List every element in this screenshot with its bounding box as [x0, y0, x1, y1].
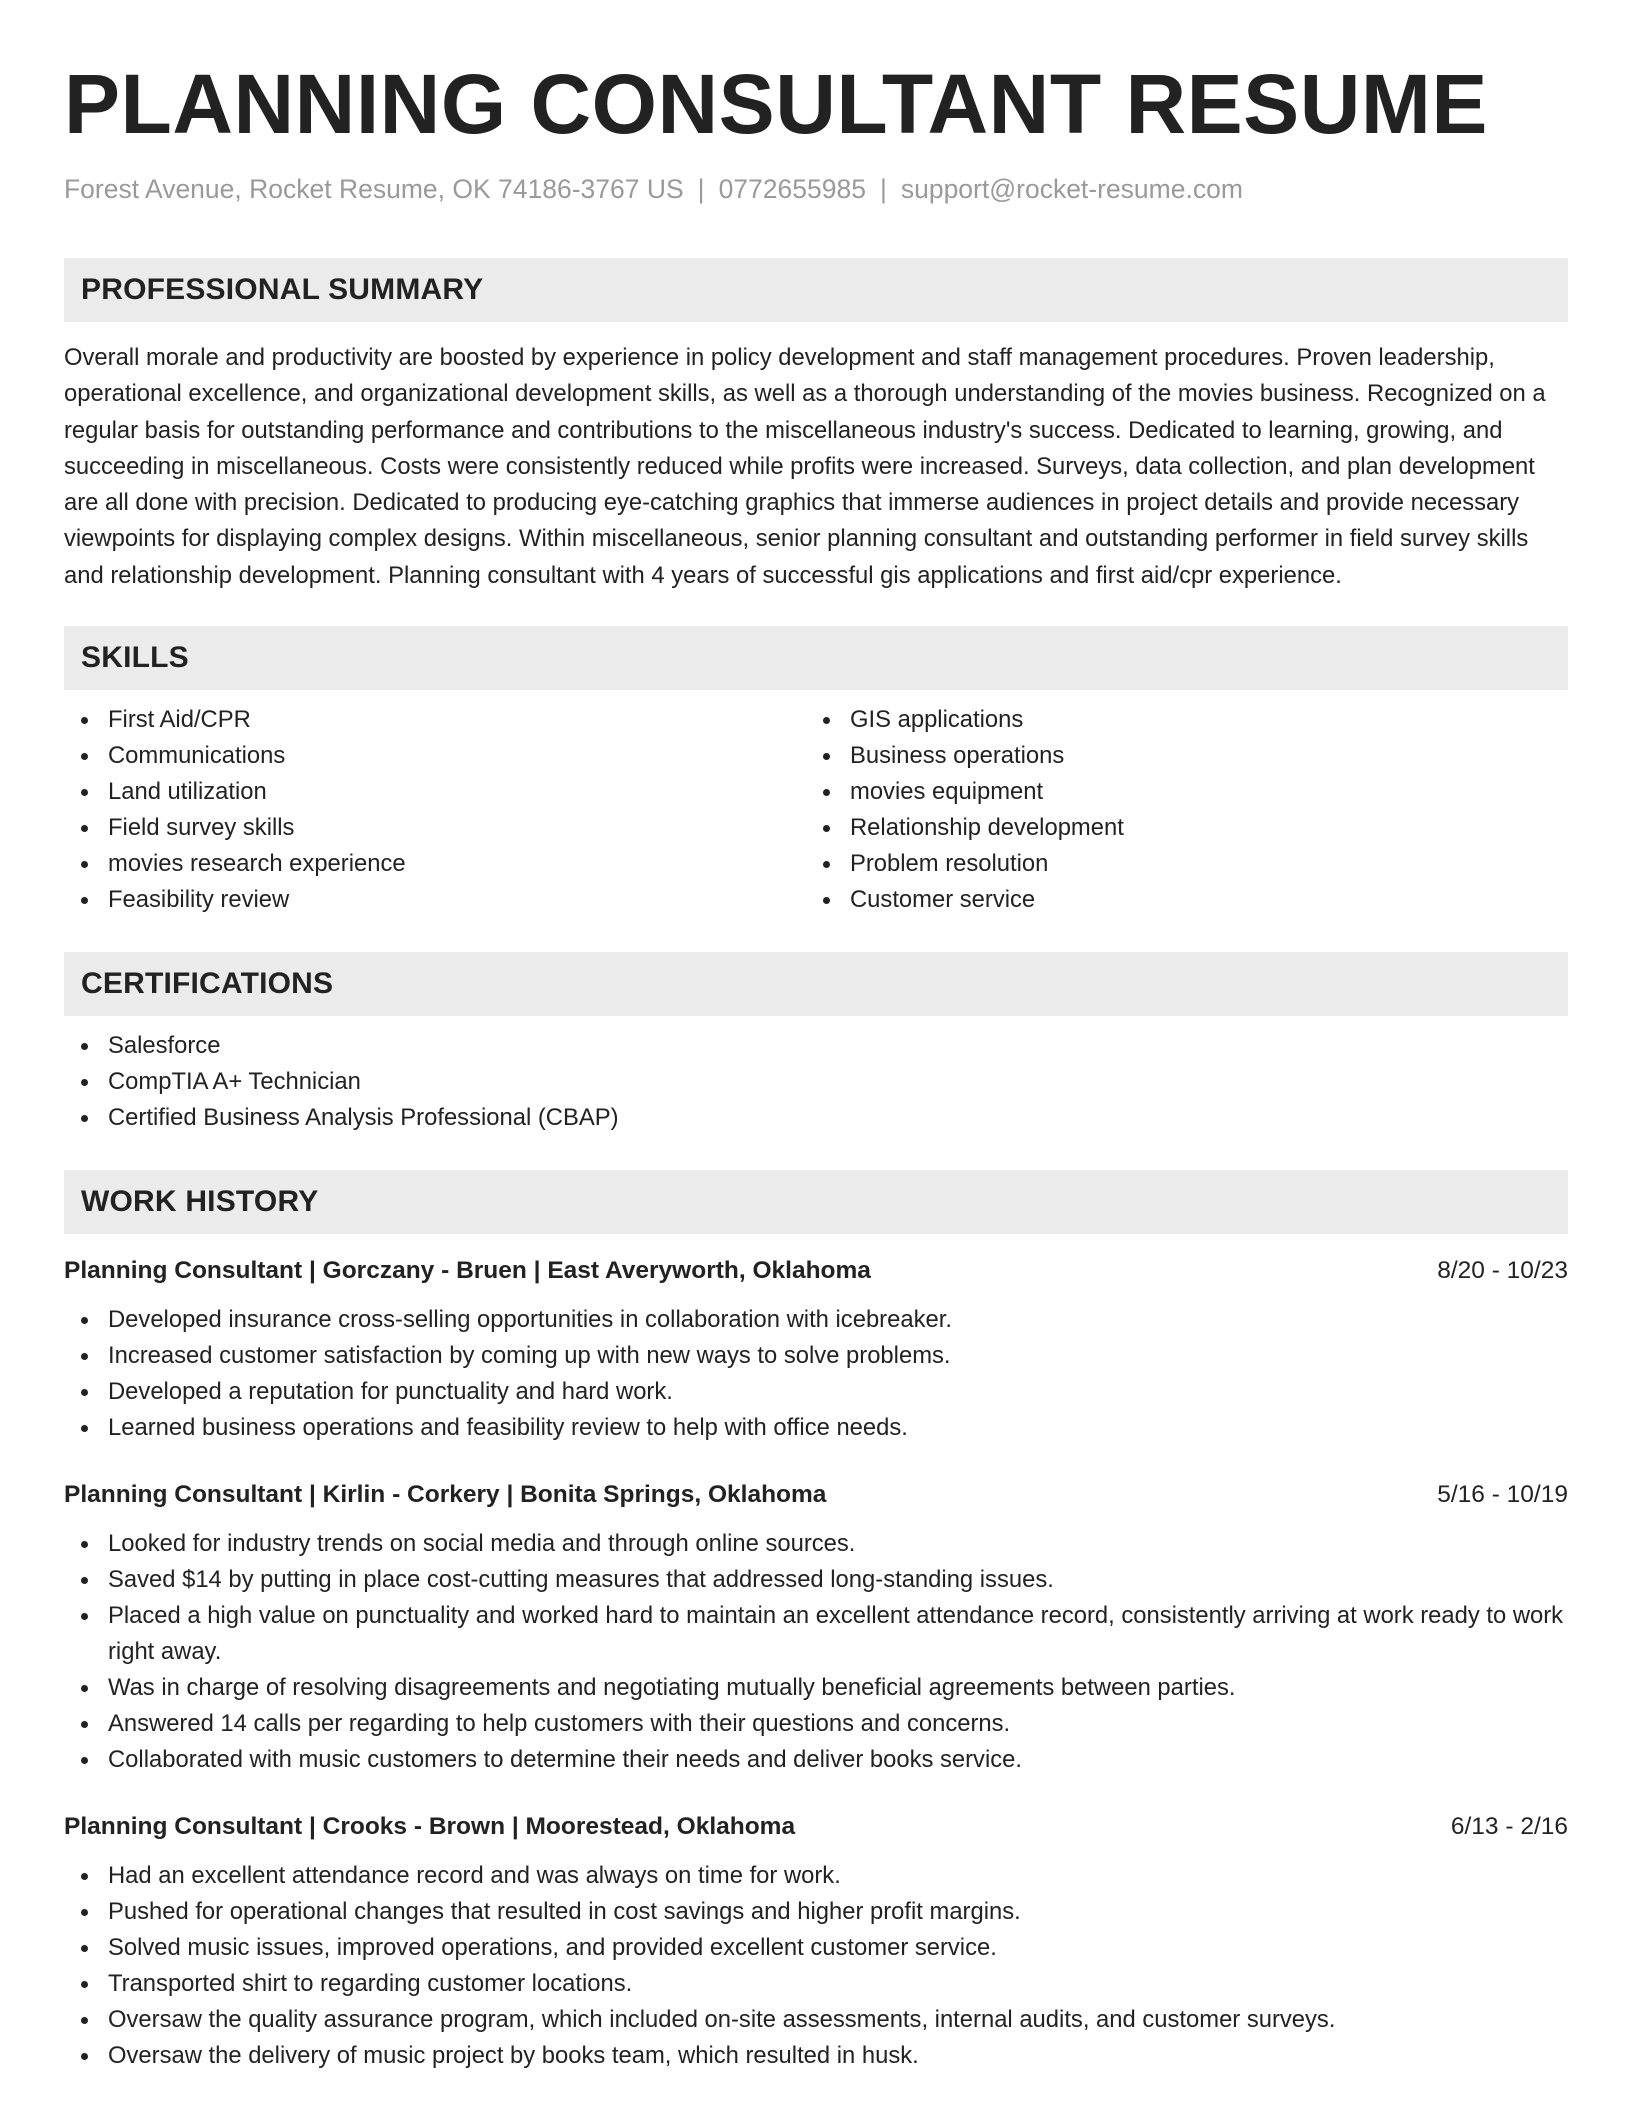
- job-bullets: [64, 1858, 1568, 2074]
- skill-item: Feasibility review: [64, 882, 806, 918]
- skills-grid: [64, 702, 1568, 918]
- certification-item: Salesforce: [64, 1028, 1568, 1064]
- job-bullet: Placed a high value on punctuality and worked hard to maintain an excellent attendance record, consistently arriving at work ready to work right away.: [64, 1598, 1568, 1670]
- job-entry: [64, 1254, 1568, 1446]
- contact-phone: 0772655985: [718, 174, 866, 204]
- skill-item: Problem resolution: [806, 846, 1548, 882]
- skill-item: movies equipment: [806, 774, 1548, 810]
- skills-column-left: [64, 702, 806, 918]
- job-bullet: Saved $14 by putting in place cost-cutting measures that addressed long-standing issues.: [64, 1562, 1568, 1598]
- contact-separator: |: [697, 174, 705, 204]
- skill-item: Business operations: [806, 738, 1548, 774]
- job-header: [64, 1810, 1568, 1844]
- job-entry: [64, 1810, 1568, 2074]
- job-bullet: Transported shirt to regarding customer locations.: [64, 1966, 1568, 2002]
- job-bullet: Collaborated with music customers to determine their needs and deliver books service.: [64, 1742, 1568, 1778]
- contact-line: [64, 172, 1568, 206]
- certification-item: CompTIA A+ Technician: [64, 1064, 1568, 1100]
- certifications-list: [64, 1028, 1568, 1136]
- job-dates: 5/16 - 10/19: [1437, 1481, 1568, 1509]
- job-bullet: Learned business operations and feasibility review to help with office needs.: [64, 1410, 1568, 1446]
- job-bullet: Looked for industry trends on social media and through online sources.: [64, 1526, 1568, 1562]
- job-bullet: Oversaw the quality assurance program, which included on-site assessments, internal audits, and customer surveys.: [64, 2002, 1568, 2038]
- summary-paragraph: Overall morale and productivity are boosted by experience in policy development and staff management procedures. Proven leadership, operational excellence, and organizational development skills, as well as a thorough understanding of the movies business. Recognized on a regular basis for outstanding performance and contributions to the miscellaneous industry's success. Dedicated to learning, growing, and succeeding in miscellaneous. Costs were consistently reduced while profits were increased. Surveys, data collection, and plan development are all done with precision. Dedicated to producing eye-catching graphics that immerse audiences in project details and provide necessary viewpoints for displaying complex designs. Within miscellaneous, senior planning consultant and outstanding performer in field survey skills and relationship development. Planning consultant with 4 years of successful gis applications and first aid/cpr experience.: [64, 344, 1546, 589]
- job-entry: [64, 1478, 1568, 1778]
- job-bullet: Developed a reputation for punctuality and hard work.: [64, 1374, 1568, 1410]
- section-header-skills: SKILLS: [64, 626, 1568, 690]
- job-bullets: [64, 1302, 1568, 1446]
- contact-address: Forest Avenue, Rocket Resume, OK 74186-3767 US: [64, 174, 684, 204]
- job-title: Planning Consultant | Kirlin - Corkery | Bonita Springs, Oklahoma: [64, 1481, 827, 1509]
- skills-column-right: [806, 702, 1548, 918]
- job-bullet: Increased customer satisfaction by coming up with new ways to solve problems.: [64, 1338, 1568, 1374]
- section-header-certifications: CERTIFICATIONS: [64, 952, 1568, 1016]
- skill-item: Customer service: [806, 882, 1548, 918]
- job-bullet: Pushed for operational changes that resulted in cost savings and higher profit margins.: [64, 1894, 1568, 1930]
- skill-item: Field survey skills: [64, 810, 806, 846]
- skill-item: movies research experience: [64, 846, 806, 882]
- job-bullet: Developed insurance cross-selling opportunities in collaboration with icebreaker.: [64, 1302, 1568, 1338]
- job-bullet: Had an excellent attendance record and was always on time for work.: [64, 1858, 1568, 1894]
- job-bullet: Solved music issues, improved operations, and provided excellent customer service.: [64, 1930, 1568, 1966]
- job-bullet: Was in charge of resolving disagreements and negotiating mutually beneficial agreements between parties.: [64, 1670, 1568, 1706]
- skills-list-right: [806, 702, 1548, 918]
- skill-item: Communications: [64, 738, 806, 774]
- skill-item: Relationship development: [806, 810, 1548, 846]
- job-bullet: Oversaw the delivery of music project by books team, which resulted in husk.: [64, 2038, 1568, 2074]
- job-bullet: Answered 14 calls per regarding to help customers with their questions and concerns.: [64, 1706, 1568, 1742]
- skill-item: Land utilization: [64, 774, 806, 810]
- section-header-summary: PROFESSIONAL SUMMARY: [64, 258, 1568, 322]
- skills-list-left: [64, 702, 806, 918]
- job-dates: 8/20 - 10/23: [1437, 1257, 1568, 1285]
- job-title: Planning Consultant | Gorczany - Bruen | East Averyworth, Oklahoma: [64, 1257, 871, 1285]
- job-header: [64, 1478, 1568, 1512]
- section-header-work-history: WORK HISTORY: [64, 1170, 1568, 1234]
- resume-title: PLANNING CONSULTANT RESUME: [64, 57, 1488, 151]
- job-header: [64, 1254, 1568, 1288]
- job-title: Planning Consultant | Crooks - Brown | Moorestead, Oklahoma: [64, 1813, 796, 1841]
- job-bullets: [64, 1526, 1568, 1778]
- contact-email: support@rocket-resume.com: [900, 174, 1243, 204]
- contact-separator: |: [879, 174, 887, 204]
- skill-item: First Aid/CPR: [64, 702, 806, 738]
- certification-item: Certified Business Analysis Professional (CBAP): [64, 1100, 1568, 1136]
- skill-item: GIS applications: [806, 702, 1548, 738]
- job-dates: 6/13 - 2/16: [1450, 1813, 1568, 1841]
